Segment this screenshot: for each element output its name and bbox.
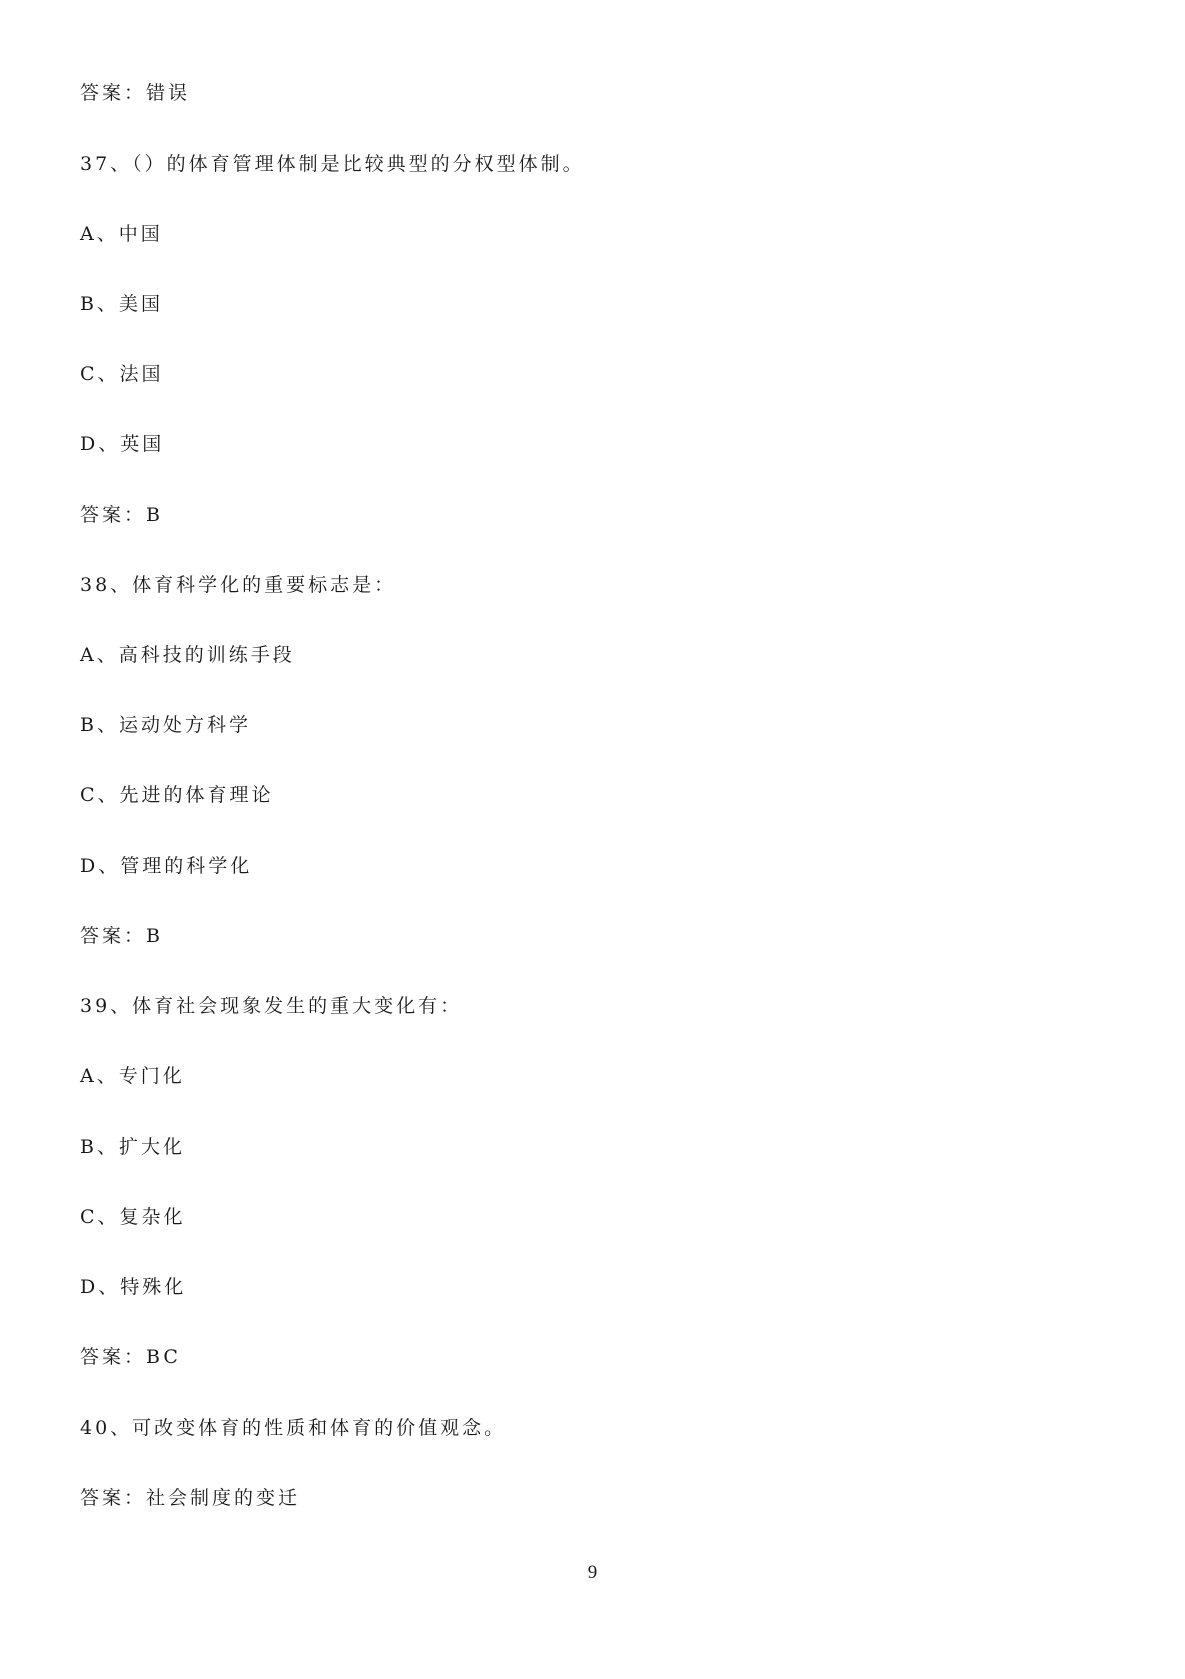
- q39-option-b: B、扩大化: [80, 1136, 185, 1158]
- q39-option-d: D、特殊化: [80, 1276, 187, 1298]
- q38-option-a: A、高科技的训练手段: [80, 644, 295, 666]
- q37-option-c: C、法国: [80, 363, 164, 385]
- q37-option-d: D、英国: [80, 433, 165, 455]
- question-40: 40、可改变体育的性质和体育的价值观念。: [80, 1417, 507, 1439]
- q39-option-c: C、复杂化: [80, 1206, 186, 1228]
- answer-36: 答案：错误: [80, 82, 191, 104]
- q38-option-c: C、先进的体育理论: [80, 784, 274, 806]
- answer-38: 答案：B: [80, 925, 163, 947]
- question-38: 38、体育科学化的重要标志是：: [80, 574, 397, 596]
- question-37: 37、（）的体育管理体制是比较典型的分权型体制。: [80, 153, 585, 175]
- answer-39: 答案：BC: [80, 1346, 181, 1368]
- q39-option-a: A、专门化: [80, 1065, 185, 1087]
- question-39: 39、体育社会现象发生的重大变化有：: [80, 995, 463, 1017]
- q38-option-d: D、管理的科学化: [80, 855, 253, 877]
- answer-37: 答案：B: [80, 504, 163, 526]
- q37-option-b: B、美国: [80, 293, 163, 315]
- page-number: 9: [587, 1562, 598, 1583]
- q37-option-a: A、中国: [80, 223, 163, 245]
- answer-40: 答案：社会制度的变迁: [80, 1487, 301, 1509]
- q38-option-b: B、运动处方科学: [80, 714, 251, 736]
